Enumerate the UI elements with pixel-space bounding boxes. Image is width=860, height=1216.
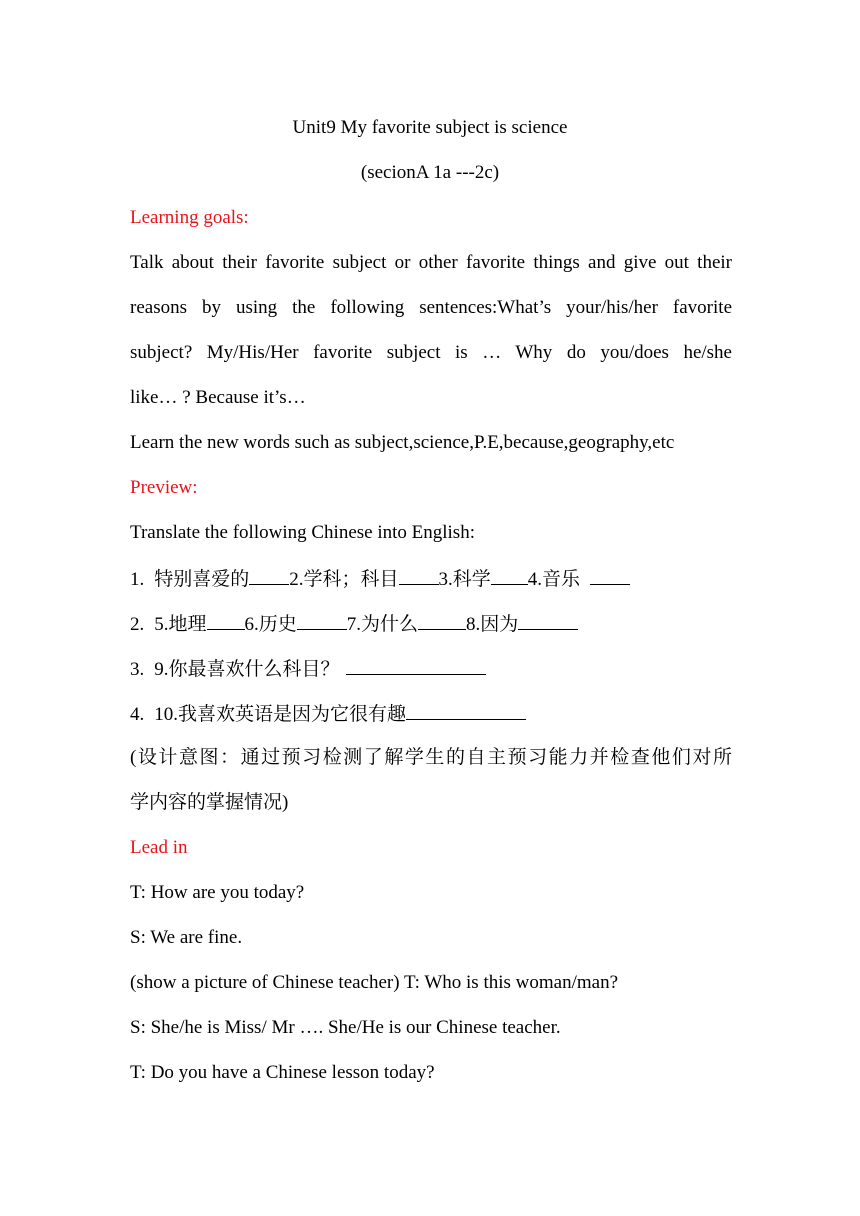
learning-goals-words: Learn the new words such as subject,science,P.E,because,geography,etc [130, 432, 675, 453]
learning-goals-heading: Learning goals: [130, 207, 249, 228]
answer-blank[interactable] [590, 566, 630, 585]
dialogue-line: T: How are you today? [130, 882, 305, 903]
question-number: 4. [130, 704, 145, 725]
learning-goals-paragraph-line: reasons by using the following sentences:What’s your/his/her favorite [130, 297, 732, 318]
question-number: 1. [130, 569, 145, 590]
preview-instruction: Translate the following Chinese into English: [130, 522, 475, 543]
question-number: 2. [130, 614, 145, 635]
dialogue-line: (show a picture of Chinese teacher) T: Who is this woman/man? [130, 972, 618, 993]
question-number: 3. [130, 659, 145, 680]
preview-question-2 [130, 611, 578, 637]
preview-question-4 [130, 701, 526, 727]
document-title: Unit9 My favorite subject is science [292, 117, 568, 138]
dialogue-line: S: She/he is Miss/ Mr …. She/He is our Chinese teacher. [130, 1017, 561, 1038]
question-item: 4.音乐 [527, 569, 581, 590]
question-item: 2.学科；科目 [289, 569, 399, 590]
design-note-line: 学内容的掌握情况) [130, 792, 289, 813]
question-item: 6.历史 [244, 614, 297, 635]
answer-blank[interactable] [518, 611, 578, 630]
lead-in-heading: Lead in [130, 837, 188, 858]
dialogue-line: T: Do you have a Chinese lesson today? [130, 1062, 435, 1083]
answer-blank[interactable] [418, 611, 466, 630]
learning-goals-paragraph-line: like… ? Because it’s… [130, 387, 306, 408]
design-note-line: (设计意图：通过预习检测了解学生的自主预习能力并检查他们对所 [130, 747, 732, 768]
question-item: 5.地理 [154, 614, 207, 635]
learning-goals-paragraph-line: subject? My/His/Her favorite subject is … Why do you/does he/she [130, 342, 732, 363]
question-item: 9.你最喜欢什么科目？ [154, 659, 340, 680]
answer-blank[interactable] [207, 611, 245, 630]
answer-blank[interactable] [346, 656, 486, 675]
question-item: 3.科学 [438, 569, 491, 590]
document-subtitle: (secionA 1a ---2c) [360, 162, 500, 183]
preview-question-3 [130, 656, 486, 682]
dialogue-line: S: We are fine. [130, 927, 243, 948]
question-item: 8.因为 [466, 614, 519, 635]
preview-heading: Preview: [130, 477, 198, 498]
question-item: 10.我喜欢英语是因为它很有趣 [154, 704, 407, 725]
question-item: 7.为什么 [346, 614, 419, 635]
answer-blank[interactable] [249, 566, 289, 585]
question-item: 特别喜爱的 [154, 569, 250, 590]
answer-blank[interactable] [399, 566, 439, 585]
learning-goals-paragraph-line: Talk about their favorite subject or other favorite things and give out their [130, 252, 732, 273]
answer-blank[interactable] [491, 566, 528, 585]
preview-question-1 [130, 566, 630, 592]
answer-blank[interactable] [406, 701, 526, 720]
answer-blank[interactable] [297, 611, 347, 630]
